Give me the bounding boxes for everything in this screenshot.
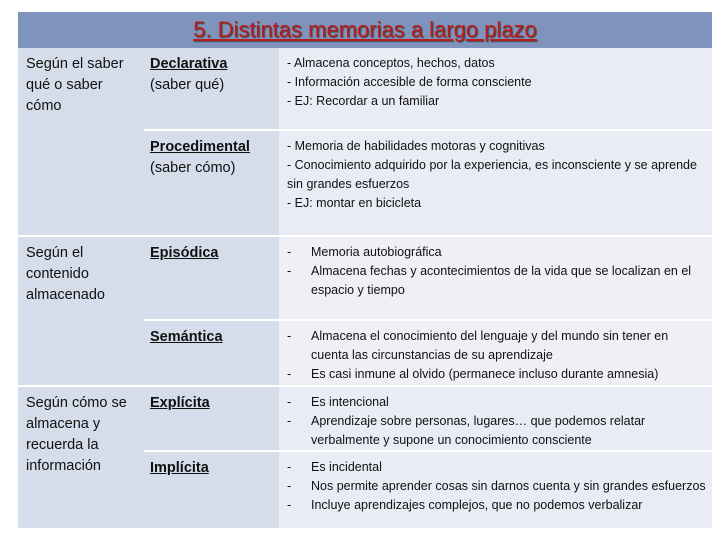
desc-list [287, 327, 706, 384]
type-cell [144, 320, 279, 386]
type-episodica: Episódica [150, 245, 219, 261]
category-saber: Según el saber qué o saber cómo [18, 48, 144, 236]
list-item: - Almacena fechas y acontecimientos de la vida que se localizan en el espacio y tiempo [287, 262, 706, 300]
category-como: Según cómo se almacena y recuerda la información [18, 386, 144, 529]
desc-cell [279, 320, 712, 386]
desc-cell [279, 451, 712, 529]
list-item: - Nos permite aprender cosas sin darnos cuenta y sin grandes esfuerzos [287, 477, 706, 496]
desc-cell [279, 48, 712, 130]
desc-list [287, 458, 706, 515]
slide-title: 5. Distintas memorias a largo plazo [193, 17, 537, 42]
type-cell [144, 386, 279, 451]
type-explicita: Explícita [150, 395, 210, 411]
desc-line: - Información accesible de forma consciente [287, 75, 532, 89]
desc-line: - EJ: Recordar a un familiar [287, 94, 440, 108]
list-item: - Almacena el conocimiento del lenguaje y del mundo sin tener en cuenta las circunstancias de su aprendizaje [287, 327, 706, 365]
type-semantica: Semántica [150, 329, 223, 345]
desc-line: - Conocimiento adquirido por la experiencia, es inconsciente y se aprende sin grandes esfuerzos [287, 158, 697, 191]
type-declarativa-sub: (saber qué) [150, 77, 225, 93]
desc-list [287, 393, 706, 450]
type-procedimental-sub: (saber cómo) [150, 160, 236, 176]
list-item: - Es incidental [287, 458, 706, 477]
type-declarativa: Declarativa [150, 56, 228, 72]
desc-line: - Almacena conceptos, hechos, datos [287, 56, 495, 70]
list-item: - Es intencional [287, 393, 706, 412]
desc-cell [279, 130, 712, 236]
table-row [18, 48, 712, 130]
list-item: - Aprendizaje sobre personas, lugares… que podemos relatar verbalmente y supone un conocimiento consciente [287, 412, 706, 450]
desc-cell [279, 236, 712, 320]
memory-table [18, 48, 712, 530]
table-row [18, 236, 712, 320]
desc-line: - EJ: montar en bicicleta [287, 196, 422, 210]
list-item: - Memoria autobiográfica [287, 243, 706, 262]
desc-cell [279, 386, 712, 451]
desc-line: - Memoria de habilidades motoras y cognitivas [287, 139, 545, 153]
desc-list [287, 243, 706, 300]
type-implicita: Implícita [150, 460, 209, 476]
type-cell [144, 236, 279, 320]
table-row [18, 386, 712, 451]
list-item: - Incluye aprendizajes complejos, que no podemos verbalizar [287, 496, 706, 515]
type-cell [144, 130, 279, 236]
type-procedimental: Procedimental [150, 139, 250, 155]
list-item: - Es casi inmune al olvido (permanece incluso durante amnesia) [287, 365, 706, 384]
category-contenido: Según el contenido almacenado [18, 236, 144, 386]
type-cell [144, 451, 279, 529]
title-bar [18, 12, 712, 48]
type-cell [144, 48, 279, 130]
